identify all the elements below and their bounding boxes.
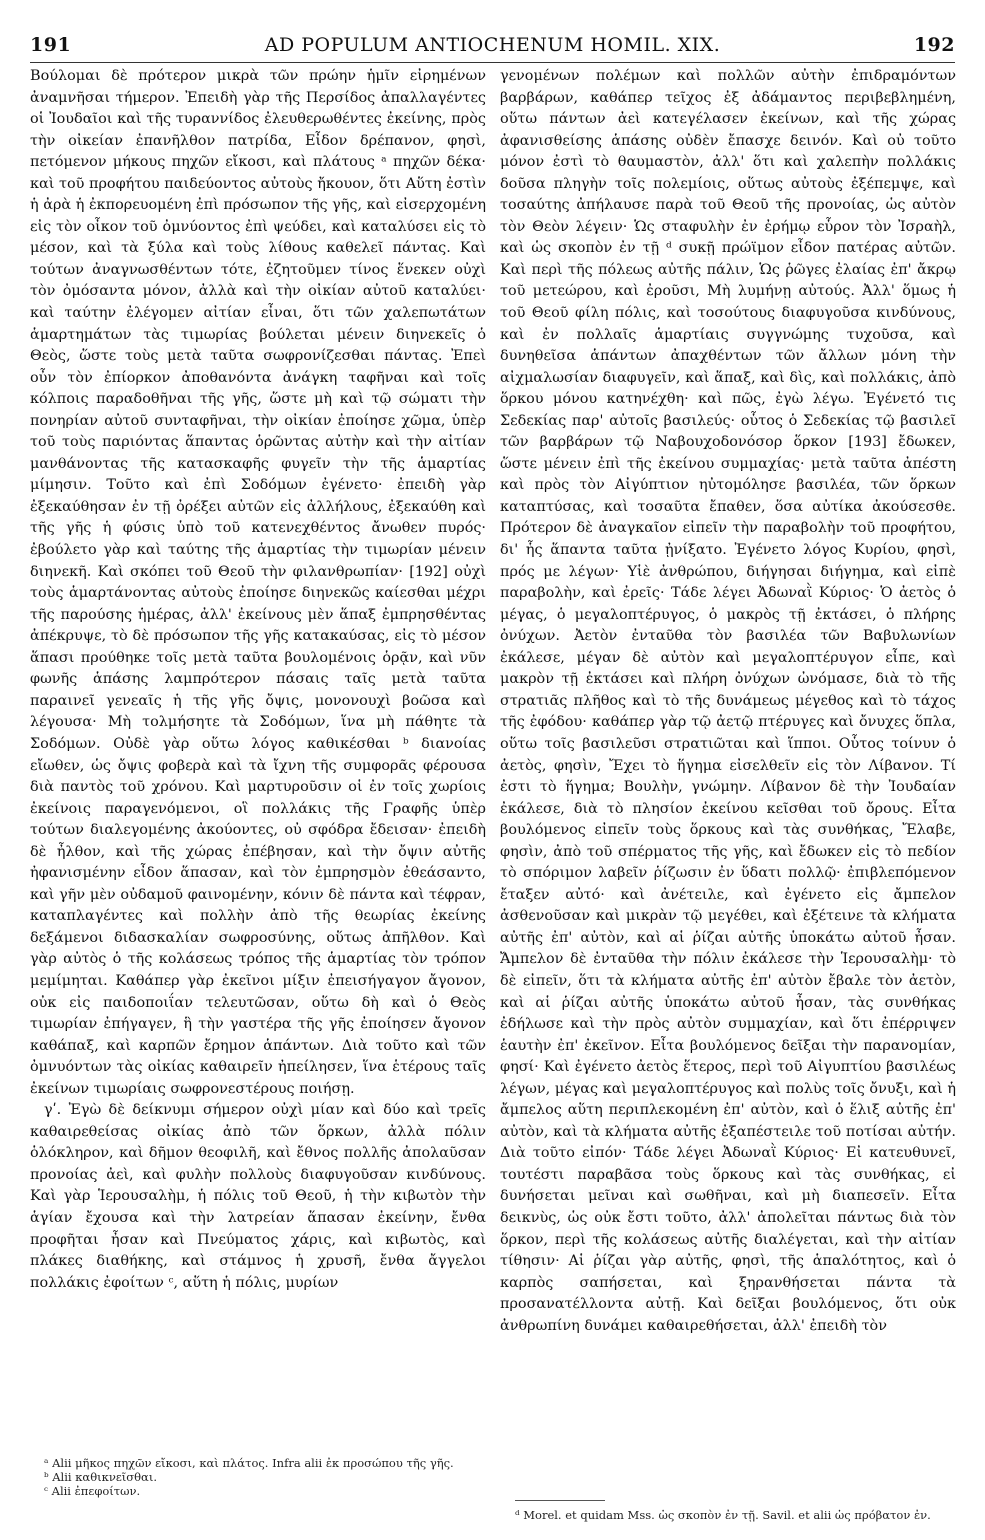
footnote: ᶜ Alii ἐπεφοίτων.	[44, 1484, 141, 1498]
page-number-left: 191	[30, 34, 72, 56]
paragraph: Βούλομαι δὲ πρότερον μικρὰ τῶν πρώην ἡμῖν εἰρημένων ἀναμνῆσαι τήμερον. Ἐπειδὴ γὰρ τῆς Περσίδος ἀπαλλαγέντες οἱ Ἰουδαῖοι καὶ τῆς τυραννίδος ἐλευθερωθέντες ἐκείνης, πρὸς τὴν οἰκείαν ἐπανῆλθον πατρίδα, Εἶδον δρέπανον, φησὶ, πετόμενον μήκους πηχῶν εἴκοσι, καὶ πλάτους ᵃ πηχῶν δέκα· καὶ τοῦ προφήτου παιδεύοντος αὐτοὺς ἤκουον, ὅτι Αὕτη ἐστὶν ἡ ἀρὰ ἡ ἐκπορευομένη ἐπὶ πρόσωπον τῆς γῆς, καὶ εἰσερχομένη εἰς τὸν οἶκον τοῦ ὀμνύοντος ἐπὶ ψεύδει, καὶ καταλύσει εἰς τὸ μέσον, καὶ τὰ ξύλα καὶ τοὺς λίθους καθελεῖ πάντας. Καὶ τούτων ἀναγνωσθέντων τότε, ἐζητοῦμεν τίνος ἕνεκεν οὐχὶ τὸν ὀμόσαντα μόνον, ἀλλὰ καὶ τὴν οἰκίαν αὐτοῦ καταλύει· καὶ ταύτην ἐλέγομεν αἰτίαν εἶναι, ὅτι τῶν χαλεπωτάτων ἁμαρτημάτων τὰς τιμωρίας βούλεται μένειν διηνεκεῖς ὁ Θεὸς, ὥστε τοὺς μετὰ ταῦτα σωφρονίζεσθαι πάντας. Ἐπεὶ οὖν τὸν ἐπίορκον ἀποθανόντα ἀνάγκη ταφῆναι καὶ τοῖς κόλποις παραδοθῆναι τῆς γῆς, ὥστε μὴ καὶ τῷ σώματι τὴν πονηρίαν αὐτοῦ συνταφῆναι, τὴν οἰκίαν ἐποίησε χῶμα, ὑπὲρ τοῦ τοὺς παριόντας ἅπαντας ὁρῶντας αὐτὴν καὶ τὴν αἰτίαν μανθάνοντας τῆς κατασκαφῆς φυγεῖν τὴν τῆς ἁμαρτίας μίμησιν. Τοῦτο καὶ ἐπὶ Σοδόμων ἐγένετο· ἐπειδὴ γὰρ ἐξεκαύθησαν ἐν τῇ ὀρέξει αὐτῶν εἰς ἀλλήλους, ἐξεκαύθη καὶ τῆς γῆς ἡ φύσις ὑπὸ τοῦ κατενεχθέντος ἄνωθεν πυρός· ἐβούλετο γὰρ καὶ ταύτης τῆς ἁμαρτίας τὴν τιμωρίαν μένειν διηνεκῆ. Καὶ σκόπει τοῦ Θεοῦ τὴν φιλανθρωπίαν· [192] οὐχὶ τοὺς ἁμαρτάνοντας αὐτοὺς ἐποίησε διηνεκῶς καίεσθαι μέχρι τῆς παρούσης ἡμέρας, ἀλλ' ἐκείνους μὲν ἅπαξ ἐμπρησθέντας ἀπέκρυψε, τὸ δὲ πρόσωπον τῆς γῆς κατακαύσας, εἰς τὸ μέσον ἅπασι προύθηκε τοῖς μετὰ ταῦτα βουλομένοις ὁρᾷν, καὶ νῦν φωνῆς ἁπάσης λαμπρότερον πάσαις ταῖς μετὰ ταῦτα παραινεῖ γενεαῖς ἡ τῆς γῆς ὄψις, μονονουχὶ βοῶσα καὶ λέγουσα· Μὴ τολμήσητε τὰ Σοδόμων, ἵνα μὴ πάθητε τὰ Σοδόμων. Οὐδὲ γὰρ οὕτω λόγος καθικέσθαι ᵇ διανοίας εἴωθεν, ὡς ὄψις φοβερὰ καὶ τὰ ἴχνη τῆς συμφορᾶς φέρουσα διὰ παντὸς τοῦ χρόνου. Καὶ μαρτυροῦσιν οἱ ἐν τοῖς χωρίοις ἐκείνοις παραγενόμενοι, οἳ πολλάκις τῆς Γραφῆς ὑπὲρ τούτων διαλεγομένης ἀκούοντες, οὐ σφόδρα ἔδεισαν· ἐπειδὴ δὲ ἦλθον, καὶ τῆς χώρας ἐπέβησαν, καὶ τὴν ὄψιν αὐτῆς ἠφανισμένην εἶδον ἅπασαν, καὶ τὸν ἐμπρησμὸν ἐθεάσαντο, καὶ γῆν μὲν οὐδαμοῦ φαινομένην, κόνιν δὲ πάντα καὶ τέφραν, καταπλαγέντες καὶ πολλὴν ἀπὸ τῆς θεωρίας ἐκείνης δεξάμενοι διδασκαλίαν σωφροσύνης, οὕτως ἀπῆλθον. Καὶ γὰρ αὐτὸς ὁ τῆς κολάσεως τρόπος τῆς ἁμαρτίας τὸν τρόπον μεμίμηται. Καθάπερ γὰρ ἐκεῖνοι μίξιν ἐπεισήγαγον ἄγονον, οὐκ εἰς παιδοποιΐαν τελευτῶσαν, οὕτω δὴ καὶ ὁ Θεὸς τιμωρίαν ἐπήγαγεν, ἣ τὴν γαστέρα τῆς γῆς ἐποίησεν ἄγονον καθάπαξ, καὶ καρπῶν ἔρημον ἁπάντων. Διὰ τοῦτο καὶ τῶν ὀμνυόντων τὰς οἰκίας καθαιρεῖν ἠπείλησεν, ἵνα ἑτέρους ταῖς ἐκείνων τιμωρίαις σωφρονεστέρους ποιήσῃ.	[30, 68, 486, 1097]
footnote: ᵃ Alii μῆκος πηχῶν εἴκοσι, καὶ πλάτος. Infra alii ἐκ προσώπου τῆς γῆς.	[44, 1456, 454, 1470]
footnotes-right	[515, 1508, 955, 1522]
paragraph: γενομένων πολέμων καὶ πολλῶν αὐτὴν ἐπιδραμόντων βαρβάρων, καθάπερ τεῖχος ἐξ ἀδάμαντος περιβεβλημένη, οὕτω πάντων ἀεὶ κατεγέλασεν ἐκείνων, καὶ τῆς χώρας ἀφανισθείσης ἁπάσης οὐδὲν ἔπασχε δεινόν. Καὶ οὐ τοῦτο μόνον ἐστὶ τὸ θαυμαστὸν, ἀλλ' ὅτι καὶ χαλεπὴν πολλάκις δοῦσα πληγὴν τοῖς πολεμίοις, οὕτως αὐτοὺς ἐξέπεμψε, καὶ τοσαύτης ἀπήλαυσε παρὰ τοῦ Θεοῦ τῆς προνοίας, ὡς αὐτὸν τὸν Θεὸν λέγειν· Ὡς σταφυλὴν ἐν ἐρήμῳ εὗρον τὸν Ἰσραὴλ, καὶ ὡς σκοπὸν ἐν τῇ ᵈ συκῇ πρώϊμον εἶδον πατέρας αὐτῶν. Καὶ περὶ τῆς πόλεως αὐτῆς πάλιν, Ὡς ῥῶγες ἐλαίας ἐπ' ἄκρῳ τοῦ μετεώρου, καὶ ἐροῦσι, Μὴ λυμήνῃ αὐτούς. Ἀλλ' ὅμως ἡ τοῦ Θεοῦ φίλη πόλις, καὶ τοσούτους διαφυγοῦσα κινδύνους, καὶ ἐν πολλαῖς ἁμαρτίαις συγγνώμης τυχοῦσα, καὶ δυνηθεῖσα ἁπάντων ἀπαχθέντων τῶν ἄλλων μόνη τὴν αἰχμαλωσίαν διαφυγεῖν, καὶ ἅπαξ, καὶ δὶς, καὶ πολλάκις, ἀπὸ ὅρκου μόνου κατηνέχθη· καὶ πῶς, ἐγὼ λέγω. Ἐγένετό τις Σεδεκίας παρ' αὐτοῖς βασιλεύς· οὗτος ὁ Σεδεκίας τῷ βασιλεῖ τῶν βαρβάρων τῷ Ναβουχοδονόσορ ὅρκον [193] ἔδωκεν, ὥστε μένειν ἐπὶ τῆς ἐκείνου συμμαχίας· μετὰ ταῦτα ἀπέστη καὶ πρὸς τὸν Αἰγύπτιον ηὐτομόλησε βασιλέα, τῶν ὅρκων καταπτύσας, καὶ τοσαῦτα ἔπαθεν, ὅσα αὐτίκα ἀκούσεσθε. Πρότερον δὲ ἀναγκαῖον εἰπεῖν τὴν παραβολὴν τοῦ προφήτου, δι' ἧς ἅπαντα ταῦτα ᾐνίξατο. Ἐγένετο λόγος Κυρίου, φησὶ, πρός με λέγων· Υἱὲ ἀνθρώπου, διήγησαι διήγημα, καὶ εἰπὲ παραβολὴν, καὶ ἐρεῖς· Τάδε λέγει Ἀδωναῒ Κύριος· Ὁ ἀετὸς ὁ μέγας, ὁ μεγαλοπτέρυγος, ὁ μακρὸς τῇ ἐκτάσει, ὁ πλήρης ὀνύχων. Ἀετὸν ἐνταῦθα τὸν βασιλέα τῶν Βαβυλωνίων ἐκάλεσε, μέγαν δὲ αὐτὸν καὶ μεγαλοπτέρυγον εἶπε, καὶ μακρὸν τῇ ἐκτάσει καὶ πλήρη ὀνύχων ὠνόμασε, διὰ τὸ τῆς στρατιᾶς πλῆθος καὶ τὸ τῆς δυνάμεως μέγεθος καὶ τὸ τάχος τῆς ἐφόδου· καθάπερ γὰρ τῷ ἀετῷ πτέρυγες καὶ ὄνυχες ὅπλα, οὕτω τοῖς βασιλεῦσι στρατιῶται καὶ ἵπποι. Οὗτος τοίνυν ὁ ἀετὸς, φησὶν, Ἔχει τὸ ἥγημα εἰσελθεῖν εἰς τὸν Λίβανον. Τί ἐστι τὸ ἥγημα; Βουλὴν, γνώμην. Λίβανον δὲ τὴν Ἰουδαίαν ἐκάλεσε, διὰ τὸ πλησίον ἐκείνου κεῖσθαι τοῦ ὄρους. Εἶτα βουλόμενος εἰπεῖν τοὺς ὅρκους καὶ τὰς συνθήκας, Ἔλαβε, φησὶν, ἀπὸ τοῦ σπέρματος τῆς γῆς, καὶ ἔδωκεν εἰς τὸ πεδίον τὸ σπόριμον λαβεῖν ῥίζωσιν ἐν ὕδατι πολλῷ· ἐπιβλεπόμενον ἔταξεν αὐτό· καὶ ἀνέτειλε, καὶ ἐγένετο εἰς ἄμπελον ἀσθενοῦσαν καὶ μικρὰν τῷ μεγέθει, καὶ ἐξέτεινε τὰ κλήματα αὐτῆς ἐπ' αὐτὸν, καὶ αἱ ῥίζαι αὐτῆς ὑποκάτω αὐτοῦ ἦσαν. Ἄμπελον δὲ ἐνταῦθα τὴν πόλιν ἐκάλεσε τὴν Ἱερουσαλὴμ· τὸ δὲ εἰπεῖν, ὅτι τὰ κλήματα αὐτῆς ἐπ' αὐτὸν ἔβαλε τὸν ἀετὸν, καὶ αἱ ῥίζαι αὐτῆς ὑποκάτω αὐτοῦ ἦσαν, τὰς συνθήκας ἐδήλωσε καὶ τὴν πρὸς αὐτὸν συμμαχίαν, καὶ ὅτι ἐπέρριψεν ἑαυτὴν ἐπ' ἐκεῖνον. Εἶτα βουλόμενος δεῖξαι τὴν παρανομίαν, φησί· Καὶ ἐγένετο ἀετὸς ἕτερος, περὶ τοῦ Αἰγυπτίου βασιλέως λέγων, μέγας καὶ μεγαλοπτέρυγος καὶ πολὺς τοῖς ὄνυξι, καὶ ἡ ἄμπελος αὕτη περιπλεκομένη ἐπ' αὐτὸν, καὶ ὁ ἕλιξ αὐτῆς ἐπ' αὐτὸν, καὶ τὰ κλήματα αὐτῆς ἐξαπέστειλε τοῦ ποτίσαι αὐτήν. Διὰ τοῦτο εἰπόν· Τάδε λέγει Ἀδωναῒ Κύριος· Εἰ κατευθυνεῖ, τουτέστι παραβᾶσα τοὺς ὅρκους καὶ τὰς συνθήκας, εἰ δυνήσεται μεῖναι καὶ σωθῆναι, καὶ μὴ διαπεσεῖν. Εἶτα δεικνὺς, ὡς οὐκ ἔστι τοῦτο, ἀλλ' ἀπολεῖται πάντως διὰ τὸν ὅρκον, περὶ τῆς κολάσεως αὐτῆς διαλέγεται, καὶ τὴν αἰτίαν τίθησιν· Αἱ ῥίζαι γὰρ αὐτῆς, φησὶ, τῆς ἁπαλότητος, καὶ ὁ καρπὸς σαπήσεται, καὶ ξηρανθήσεται πάντα τὰ προσανατέλλοντα αὐτῇ. Καὶ δεῖξαι βουλόμενος, ὅτι οὐκ ἀνθρωπίνη δυνάμει καθαιρεθήσεται, ἀλλ' ἐπειδὴ τὸν	[500, 68, 956, 1334]
header-rule	[30, 62, 955, 63]
footnote: ᵈ Morel. et quidam Mss. ὡς σκοπὸν ἐν τῇ. Savil. et alii ὡς πρόβατον ἐν.	[515, 1508, 931, 1522]
footnotes-left	[44, 1456, 484, 1498]
left-column	[30, 66, 486, 1294]
right-column	[500, 66, 956, 1337]
running-title: AD POPULUM ANTIOCHENUM HOMIL. XIX.	[264, 34, 721, 56]
footnote-rule	[515, 1500, 605, 1501]
footnote: ᵇ Alii καθικνεῖσθαι.	[44, 1470, 157, 1484]
running-header	[30, 34, 955, 58]
page-number-right: 192	[913, 34, 955, 56]
paragraph: γʹ. Ἐγὼ δὲ δείκνυμι σήμερον οὐχὶ μίαν καὶ δύο καὶ τρεῖς καθαιρεθείσας οἰκίας ἀπὸ τῶν ὅρκων, ἀλλὰ πόλιν ὁλόκληρον, καὶ δῆμον θεοφιλῆ, καὶ ἔθνος πολλῆς ἀπολαῦσαν προνοίας ἀεὶ, καὶ φυλὴν πολλοὺς διαφυγοῦσαν κινδύνους. Καὶ γὰρ Ἱερουσαλὴμ, ἡ πόλις τοῦ Θεοῦ, ἡ τὴν κιβωτὸν τὴν ἁγίαν ἔχουσα καὶ τὴν λατρείαν ἅπασαν ἐκείνην, ἔνθα προφῆται ἦσαν καὶ Πνεύματος χάρις, καὶ κιβωτὸς, καὶ πλάκες διαθήκης, καὶ στάμνος ἡ χρυσῆ, ἔνθα ἄγγελοι πολλάκις ἐφοίτων ᶜ, αὕτη ἡ πόλις, μυρίων	[30, 1102, 486, 1291]
